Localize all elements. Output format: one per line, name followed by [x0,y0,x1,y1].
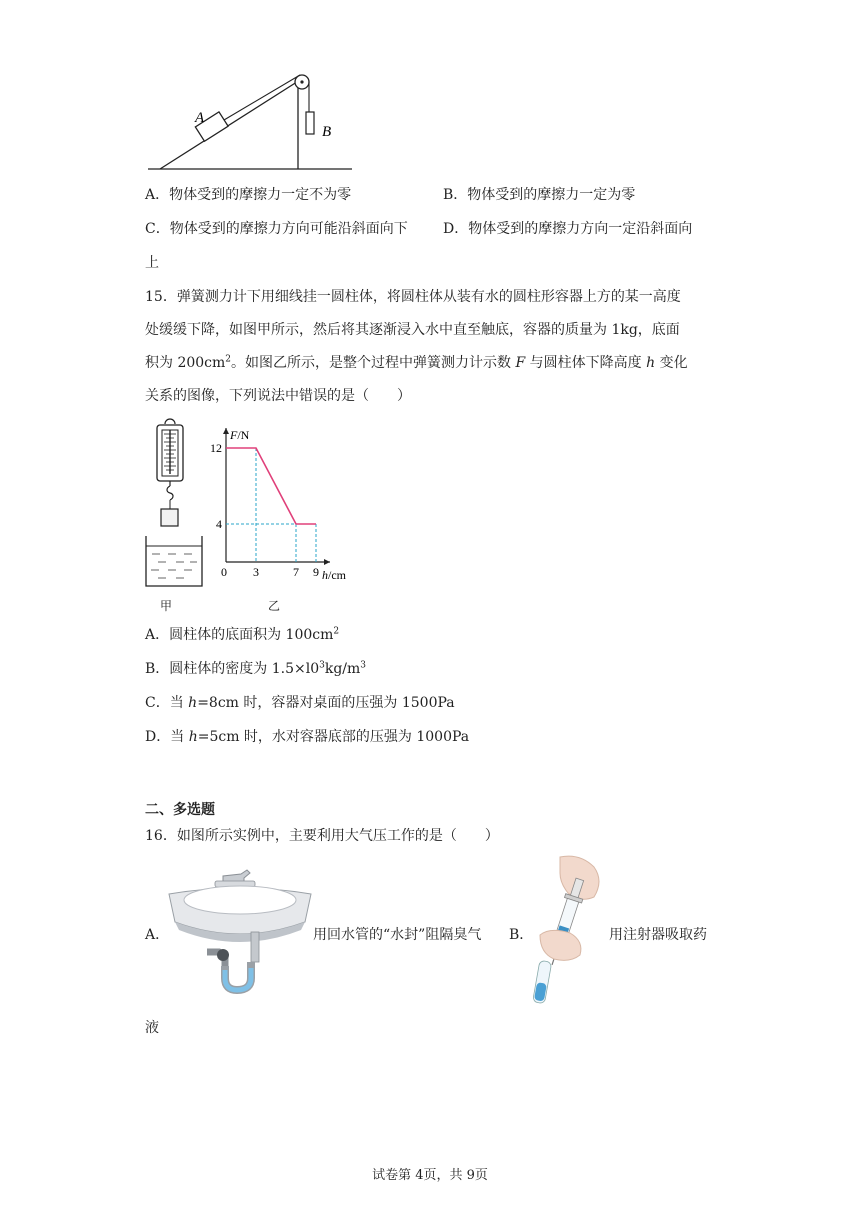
vial [533,960,552,1003]
wall-outlet [217,949,229,961]
figure-label-yi: 乙 [268,599,281,613]
q15-option-a[interactable]: A．圆柱体的底面积为 $100cm^2$ [145,626,340,643]
q15-stem-line-4: 关系的图像，下列说法中错误的是（ ） [145,388,411,404]
page-footer: 试卷第 4页，共 9页 [372,1168,488,1183]
label-a: A [195,110,205,126]
section-title-multi-choice: 二、多选题 [145,802,215,818]
x-tick-label-0: 3 [253,565,259,579]
bottom-hand [540,930,581,960]
q14-option-d-continued: 上 [145,255,159,271]
q14-option-a[interactable]: A．物体受到的摩擦力一定不为零 [145,187,352,203]
figure-label-jia: 甲 [160,599,173,613]
basin-bowl [184,886,296,914]
syringe-image [520,855,610,1010]
chart-ylabel: F/N [230,428,250,442]
scale-top-hook [165,419,175,424]
water-container [146,536,202,586]
q16-option-b-label[interactable]: B． [509,927,534,943]
q16-option-b-text[interactable]: 用注射器吸取药 [609,927,707,943]
q16-option-a-label[interactable]: A． [145,927,170,943]
q15-option-d[interactable]: D．当 h=5cm 时，水对容器底部的压强为 1000Pa [145,729,470,745]
q15-option-c[interactable]: C．当 h=8cm 时，容器对桌面的压强为 1500Pa [145,695,455,711]
scale-hook [167,486,173,500]
drain-pipe [251,932,259,962]
q16-option-b-continued: 液 [145,1020,159,1036]
pulley-axle [300,80,303,83]
rope-incline [224,75,300,120]
q16-option-a-text[interactable]: 用回水管的“水封”阻隔臭气 [313,927,482,943]
water-marks [151,554,197,578]
origin-label: 0 [221,565,227,579]
q15-stem-line-2: 处缓缓下降，如图甲所示，然后将其逐渐浸入水中直至触底，容器的质量为 1kg，底面 [145,322,680,338]
cylinder [161,509,178,526]
q14-option-c[interactable]: C．物体受到的摩擦力方向可能沿斜面向下 [145,221,408,237]
q15-stem-line-3: 积为 $200cm^2$。如图乙所示，是整个过程中弹簧测力计示数 F 与圆柱体下降高度 h 变化 [145,354,688,371]
chart-xlabel: h/cm [322,568,346,582]
y-tick-label-0: 12 [210,441,222,455]
q14-option-d[interactable]: D．物体受到的摩擦力方向一定沿斜面向 [443,221,693,237]
y-tick-label-1: 4 [216,517,222,531]
incline-pulley-figure [140,62,360,174]
y-axis-arrow [223,428,229,434]
q15-stem-line-1: 15．弹簧测力计下用细线挂一圆柱体，将圆柱体从装有水的圆柱形容器上方的某一高度 [145,289,681,305]
q15-option-b[interactable]: B．圆柱体的密度为 $1.5\times l0^3kg/m^3$ [145,660,367,677]
x-tick-label-1: 7 [293,565,299,579]
force-height-chart [200,420,360,588]
q14-option-b[interactable]: B．物体受到的摩擦力一定为零 [443,187,636,203]
x-axis-arrow [324,559,330,565]
incline-surface [160,80,300,169]
sink-trap-image [165,864,315,999]
series-line [226,448,316,524]
spring-scale-figure [138,418,208,594]
label-b: B [322,124,332,140]
q16-stem: 16．如图所示实例中，主要利用大气压工作的是（ ） [145,828,499,844]
block-b [306,112,314,134]
x-tick-label-2: 9 [313,565,319,579]
